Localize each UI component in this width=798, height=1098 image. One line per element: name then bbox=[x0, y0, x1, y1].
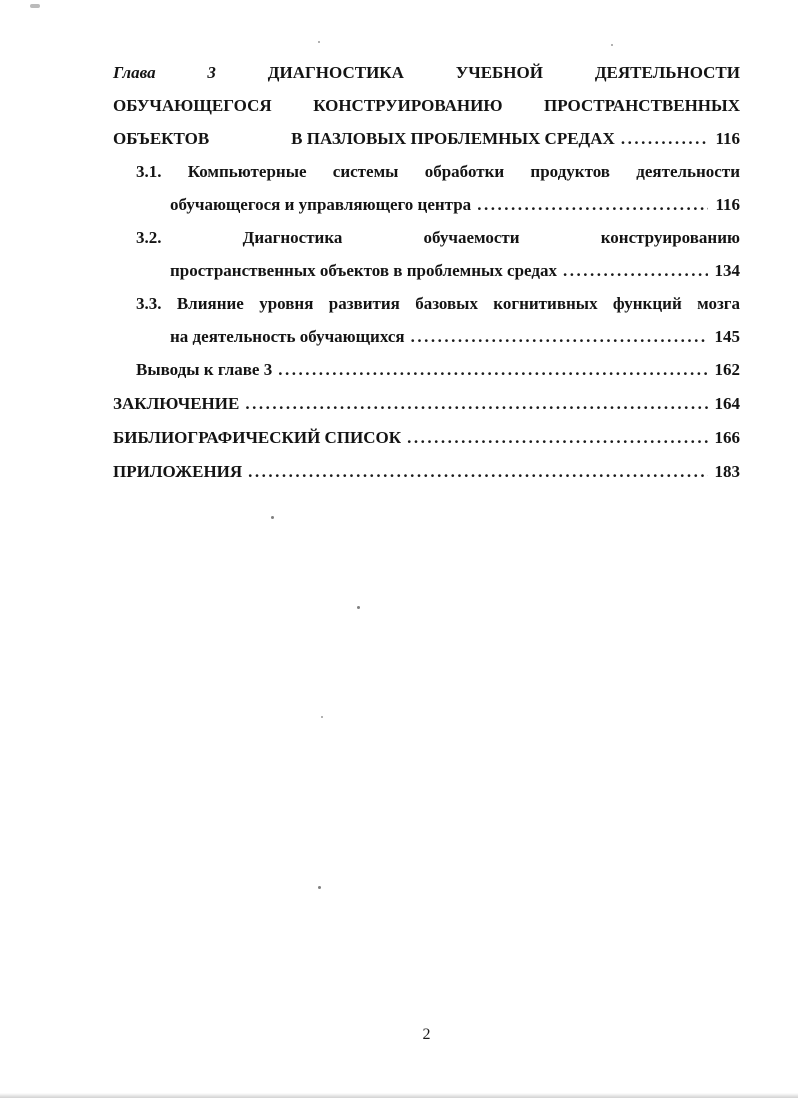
dot-leader bbox=[407, 421, 707, 454]
dot-leader bbox=[278, 353, 707, 386]
toc-line bbox=[136, 320, 740, 353]
toc-entry-text: БИБЛИОГРАФИЧЕСКИЙ СПИСОК bbox=[113, 428, 402, 447]
toc-page-number: 145 bbox=[714, 327, 740, 346]
toc-line: 3.2. Диагностика обучаемости конструированию bbox=[136, 228, 740, 247]
scan-speck bbox=[321, 716, 323, 718]
toc-page-number: 166 bbox=[714, 428, 740, 447]
toc-page-number: 164 bbox=[714, 394, 740, 413]
scan-edge-shadow bbox=[0, 1093, 798, 1098]
scan-artifact bbox=[30, 4, 40, 8]
toc-entry-text: пространственных объектов в проблемных средах bbox=[170, 261, 557, 280]
toc-entry-appendices bbox=[113, 455, 740, 488]
chapter-title-part: ДИАГНОСТИКА УЧЕБНОЙ ДЕЯТЕЛЬНОСТИ bbox=[267, 63, 740, 82]
toc-entry-text: на деятельность обучающихся bbox=[170, 327, 405, 346]
footer-page-number: 2 bbox=[422, 1026, 431, 1043]
toc-line: 3.3. Влияние уровня развития базовых когнитивных функций мозга bbox=[136, 294, 740, 313]
chapter-title-part: ОБЪЕКТОВ bbox=[113, 129, 210, 148]
toc-entry-3-2 bbox=[113, 221, 740, 287]
toc-line bbox=[136, 353, 740, 386]
toc-page-number: 162 bbox=[714, 360, 740, 379]
toc-entry-conclusions-chapter-3 bbox=[113, 353, 740, 386]
toc-entry-bibliography bbox=[113, 421, 740, 454]
dot-leader bbox=[477, 188, 708, 221]
toc-entry-text: ПРИЛОЖЕНИЯ bbox=[113, 462, 243, 481]
chapter-number-label: Глава 3 bbox=[113, 63, 216, 82]
toc-entry-3-3 bbox=[113, 287, 740, 353]
toc-line bbox=[113, 56, 740, 89]
toc-page-number: 183 bbox=[714, 462, 740, 481]
toc-line bbox=[113, 387, 740, 420]
dot-leader bbox=[411, 320, 708, 353]
toc-entry-conclusion bbox=[113, 387, 740, 420]
scan-speck bbox=[611, 44, 613, 46]
table-of-contents bbox=[113, 56, 740, 488]
dot-leader bbox=[563, 254, 708, 287]
toc-entry-text: ЗАКЛЮЧЕНИЕ bbox=[113, 394, 240, 413]
toc-line: 3.1. Компьютерные системы обработки продуктов деятельности bbox=[136, 162, 740, 181]
toc-line bbox=[136, 188, 740, 221]
toc-entry-chapter-3 bbox=[113, 56, 740, 155]
dot-leader bbox=[248, 455, 707, 488]
scan-speck bbox=[271, 516, 274, 519]
toc-entry-3-1 bbox=[113, 155, 740, 221]
toc-line bbox=[113, 122, 740, 155]
page-content bbox=[113, 56, 740, 488]
dot-leader bbox=[621, 122, 709, 155]
scan-speck bbox=[318, 41, 320, 43]
toc-page-number: 116 bbox=[715, 129, 740, 148]
dot-leader bbox=[245, 387, 707, 420]
toc-page-number: 134 bbox=[714, 261, 740, 280]
toc-line bbox=[136, 254, 740, 287]
toc-line bbox=[113, 455, 740, 488]
chapter-title-part: В ПАЗЛОВЫХ ПРОБЛЕМНЫХ СРЕДАХ bbox=[291, 129, 615, 148]
toc-entry-text: Выводы к главе 3 bbox=[136, 360, 273, 379]
scan-speck bbox=[357, 606, 360, 609]
toc-entry-text: обучающегося и управляющего центра bbox=[170, 195, 472, 214]
scan-speck bbox=[318, 886, 321, 889]
toc-page-number: 116 bbox=[715, 195, 740, 214]
toc-line bbox=[113, 421, 740, 454]
toc-line: ОБУЧАЮЩЕГОСЯ КОНСТРУИРОВАНИЮ ПРОСТРАНСТВЕННЫХ bbox=[113, 96, 740, 115]
